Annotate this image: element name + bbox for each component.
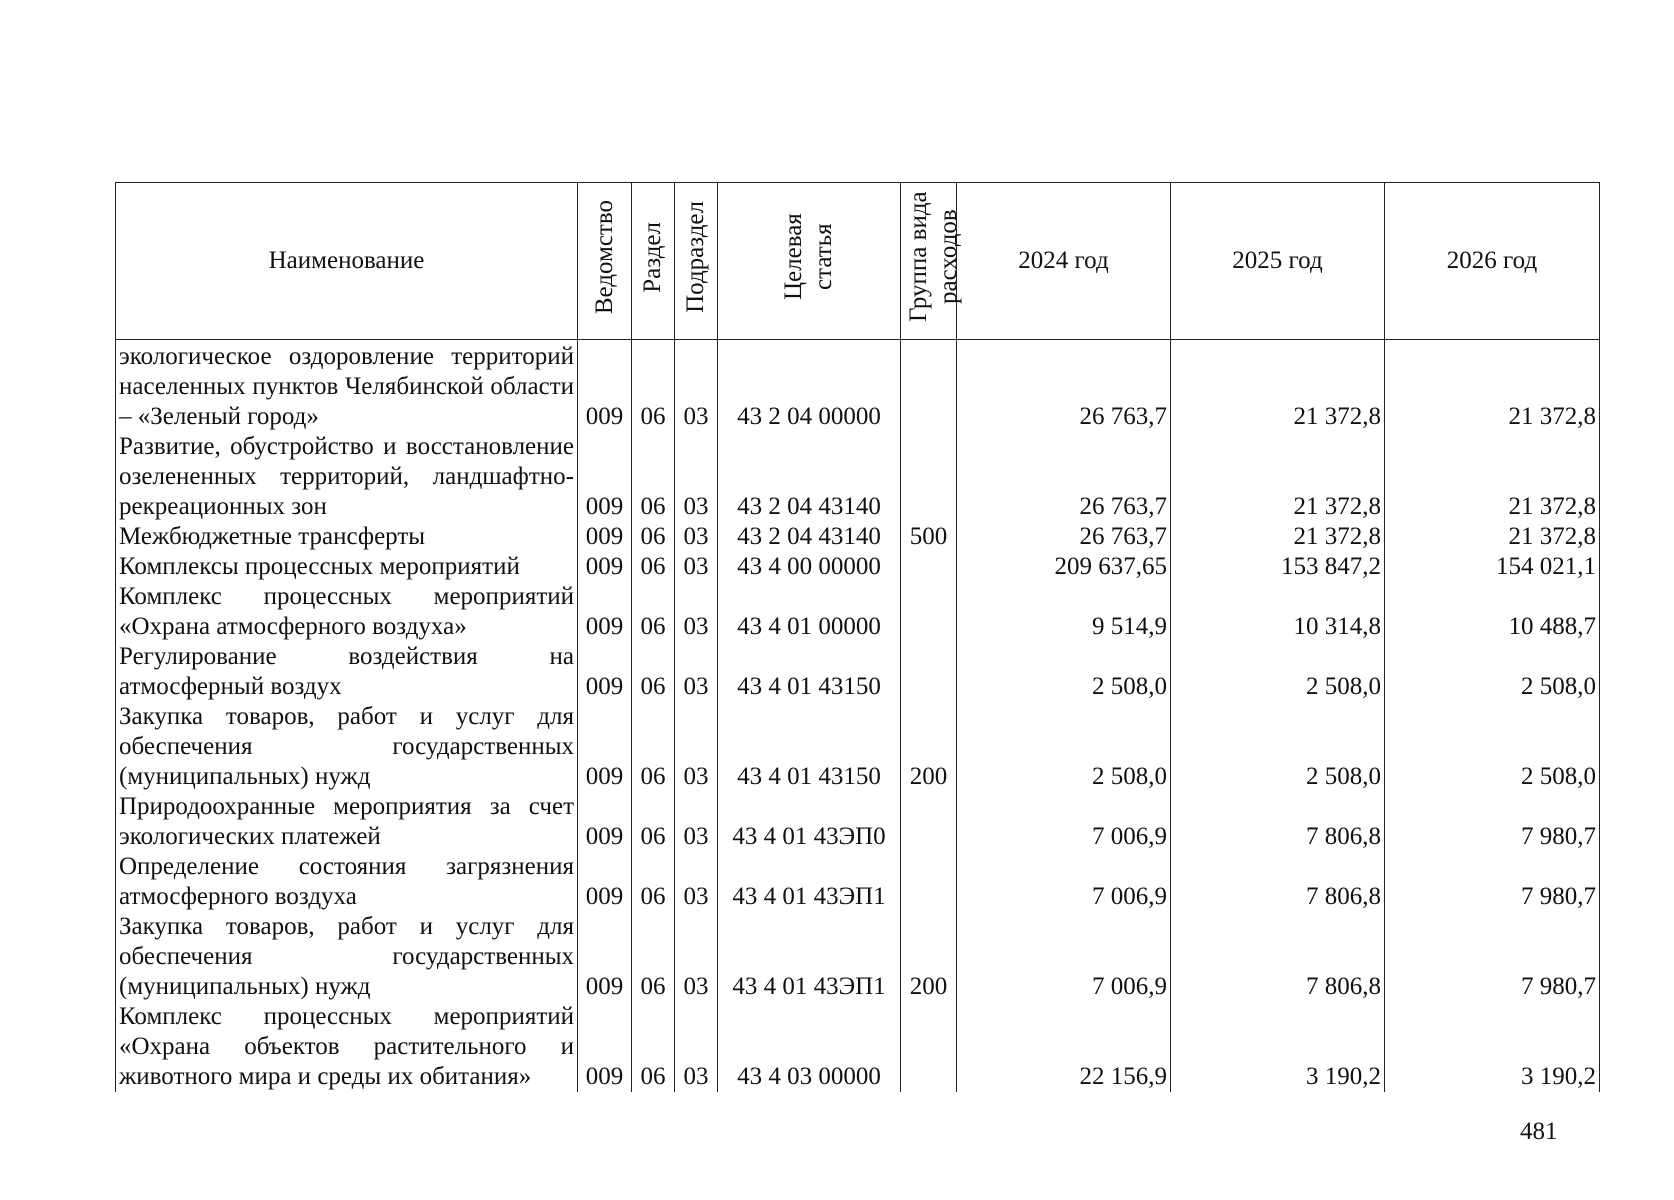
table-header — [116, 183, 1600, 340]
cell-expense-group — [901, 792, 957, 852]
cell-2024: 26 763,7 — [957, 522, 1171, 552]
cell-expense-group — [901, 1002, 957, 1092]
cell-section: 06 — [632, 582, 675, 642]
cell-2024: 7 006,9 — [957, 852, 1171, 912]
cell-subsection: 03 — [675, 642, 718, 702]
cell-2026: 2 508,0 — [1385, 642, 1600, 702]
cell-target-item: 43 4 01 43ЭП1 — [718, 852, 901, 912]
cell-agency: 009 — [578, 522, 632, 552]
cell-subsection: 03 — [675, 912, 718, 1002]
header-name: Наименование — [116, 183, 578, 340]
cell-agency: 009 — [578, 1002, 632, 1092]
cell-2024: 2 508,0 — [957, 642, 1171, 702]
cell-2026: 3 190,2 — [1385, 1002, 1600, 1092]
cell-2024: 26 763,7 — [957, 340, 1171, 433]
cell-agency: 009 — [578, 912, 632, 1002]
cell-2026: 7 980,7 — [1385, 852, 1600, 912]
cell-2025: 153 847,2 — [1171, 552, 1385, 582]
cell-subsection: 03 — [675, 522, 718, 552]
cell-agency: 009 — [578, 340, 632, 433]
header-agency: Ведомство — [578, 183, 632, 340]
table-row — [116, 642, 1600, 702]
cell-agency: 009 — [578, 852, 632, 912]
page-number: 481 — [1520, 1118, 1558, 1145]
table-row — [116, 792, 1600, 852]
cell-subsection: 03 — [675, 852, 718, 912]
cell-2026: 2 508,0 — [1385, 702, 1600, 792]
cell-2024: 7 006,9 — [957, 912, 1171, 1002]
cell-name: Закупка товаров, работ и услуг для обеспечения государственных (муниципальных) нужд — [116, 912, 578, 1002]
cell-subsection: 03 — [675, 792, 718, 852]
cell-name: Определение состояния загрязнения атмосферного воздуха — [116, 852, 578, 912]
cell-2025: 7 806,8 — [1171, 852, 1385, 912]
cell-2025: 7 806,8 — [1171, 912, 1385, 1002]
cell-target-item: 43 4 01 43ЭП0 — [718, 792, 901, 852]
cell-expense-group — [901, 340, 957, 433]
cell-agency: 009 — [578, 792, 632, 852]
cell-agency: 009 — [578, 642, 632, 702]
cell-expense-group — [901, 432, 957, 522]
cell-2024: 2 508,0 — [957, 702, 1171, 792]
table-row — [116, 702, 1600, 792]
cell-section: 06 — [632, 852, 675, 912]
cell-target-item: 43 4 00 00000 — [718, 552, 901, 582]
table-row — [116, 552, 1600, 582]
cell-2024: 209 637,65 — [957, 552, 1171, 582]
cell-section: 06 — [632, 522, 675, 552]
table-row — [116, 582, 1600, 642]
cell-2025: 21 372,8 — [1171, 432, 1385, 522]
cell-name: Регулирование воздействия на атмосферный воздух — [116, 642, 578, 702]
header-2026: 2026 год — [1385, 183, 1600, 340]
cell-subsection: 03 — [675, 702, 718, 792]
table-row — [116, 852, 1600, 912]
header-expense-group: Группа вида расходов — [901, 183, 957, 340]
header-target-item: Целевая статья — [718, 183, 901, 340]
cell-section: 06 — [632, 792, 675, 852]
header-section: Раздел — [632, 183, 675, 340]
cell-section: 06 — [632, 432, 675, 522]
cell-2024: 9 514,9 — [957, 582, 1171, 642]
cell-name: экологическое оздоровление территорий населенных пунктов Челябинской области – «Зеленый город» — [116, 340, 578, 433]
cell-2025: 2 508,0 — [1171, 702, 1385, 792]
cell-expense-group — [901, 552, 957, 582]
cell-section: 06 — [632, 340, 675, 433]
cell-2026: 21 372,8 — [1385, 522, 1600, 552]
cell-2025: 7 806,8 — [1171, 792, 1385, 852]
cell-2024: 22 156,9 — [957, 1002, 1171, 1092]
table-row — [116, 522, 1600, 552]
header-2025: 2025 год — [1171, 183, 1385, 340]
cell-agency: 009 — [578, 552, 632, 582]
cell-target-item: 43 4 01 43ЭП1 — [718, 912, 901, 1002]
cell-expense-group — [901, 642, 957, 702]
cell-target-item: 43 2 04 43140 — [718, 432, 901, 522]
cell-2025: 21 372,8 — [1171, 522, 1385, 552]
cell-target-item: 43 2 04 00000 — [718, 340, 901, 433]
budget-table — [115, 182, 1600, 1092]
table-row — [116, 912, 1600, 1002]
table-row — [116, 432, 1600, 522]
cell-2026: 154 021,1 — [1385, 552, 1600, 582]
cell-name: Межбюджетные трансферты — [116, 522, 578, 552]
cell-2026: 7 980,7 — [1385, 912, 1600, 1002]
cell-2025: 3 190,2 — [1171, 1002, 1385, 1092]
cell-2025: 2 508,0 — [1171, 642, 1385, 702]
cell-2025: 10 314,8 — [1171, 582, 1385, 642]
cell-agency: 009 — [578, 582, 632, 642]
cell-name: Комплексы процессных мероприятий — [116, 552, 578, 582]
cell-name: Природоохранные мероприятия за счет экологических платежей — [116, 792, 578, 852]
cell-expense-group — [901, 582, 957, 642]
cell-subsection: 03 — [675, 582, 718, 642]
cell-target-item: 43 2 04 43140 — [718, 522, 901, 552]
header-subsection: Подраздел — [675, 183, 718, 340]
cell-2026: 10 488,7 — [1385, 582, 1600, 642]
cell-2026: 21 372,8 — [1385, 432, 1600, 522]
cell-expense-group — [901, 852, 957, 912]
cell-section: 06 — [632, 912, 675, 1002]
cell-expense-group: 500 — [901, 522, 957, 552]
cell-name: Развитие, обустройство и восстановление озелененных территорий, ландшафтно-рекреационных зон — [116, 432, 578, 522]
cell-subsection: 03 — [675, 340, 718, 433]
cell-2024: 7 006,9 — [957, 792, 1171, 852]
cell-agency: 009 — [578, 432, 632, 522]
cell-section: 06 — [632, 552, 675, 582]
cell-section: 06 — [632, 702, 675, 792]
cell-expense-group: 200 — [901, 912, 957, 1002]
cell-target-item: 43 4 01 43150 — [718, 702, 901, 792]
cell-2025: 21 372,8 — [1171, 340, 1385, 433]
cell-expense-group: 200 — [901, 702, 957, 792]
cell-section: 06 — [632, 642, 675, 702]
cell-subsection: 03 — [675, 432, 718, 522]
table-row — [116, 340, 1600, 433]
cell-name: Комплекс процессных мероприятий «Охрана атмосферного воздуха» — [116, 582, 578, 642]
header-2024: 2024 год — [957, 183, 1171, 340]
cell-2026: 7 980,7 — [1385, 792, 1600, 852]
cell-name: Закупка товаров, работ и услуг для обеспечения государственных (муниципальных) нужд — [116, 702, 578, 792]
cell-target-item: 43 4 01 43150 — [718, 642, 901, 702]
cell-section: 06 — [632, 1002, 675, 1092]
cell-2024: 26 763,7 — [957, 432, 1171, 522]
cell-subsection: 03 — [675, 552, 718, 582]
cell-target-item: 43 4 03 00000 — [718, 1002, 901, 1092]
table-body — [116, 340, 1600, 1093]
cell-target-item: 43 4 01 00000 — [718, 582, 901, 642]
cell-2026: 21 372,8 — [1385, 340, 1600, 433]
table-row — [116, 1002, 1600, 1092]
cell-name: Комплекс процессных мероприятий «Охрана объектов растительного и животного мира и среды их обитания» — [116, 1002, 578, 1092]
cell-agency: 009 — [578, 702, 632, 792]
cell-subsection: 03 — [675, 1002, 718, 1092]
